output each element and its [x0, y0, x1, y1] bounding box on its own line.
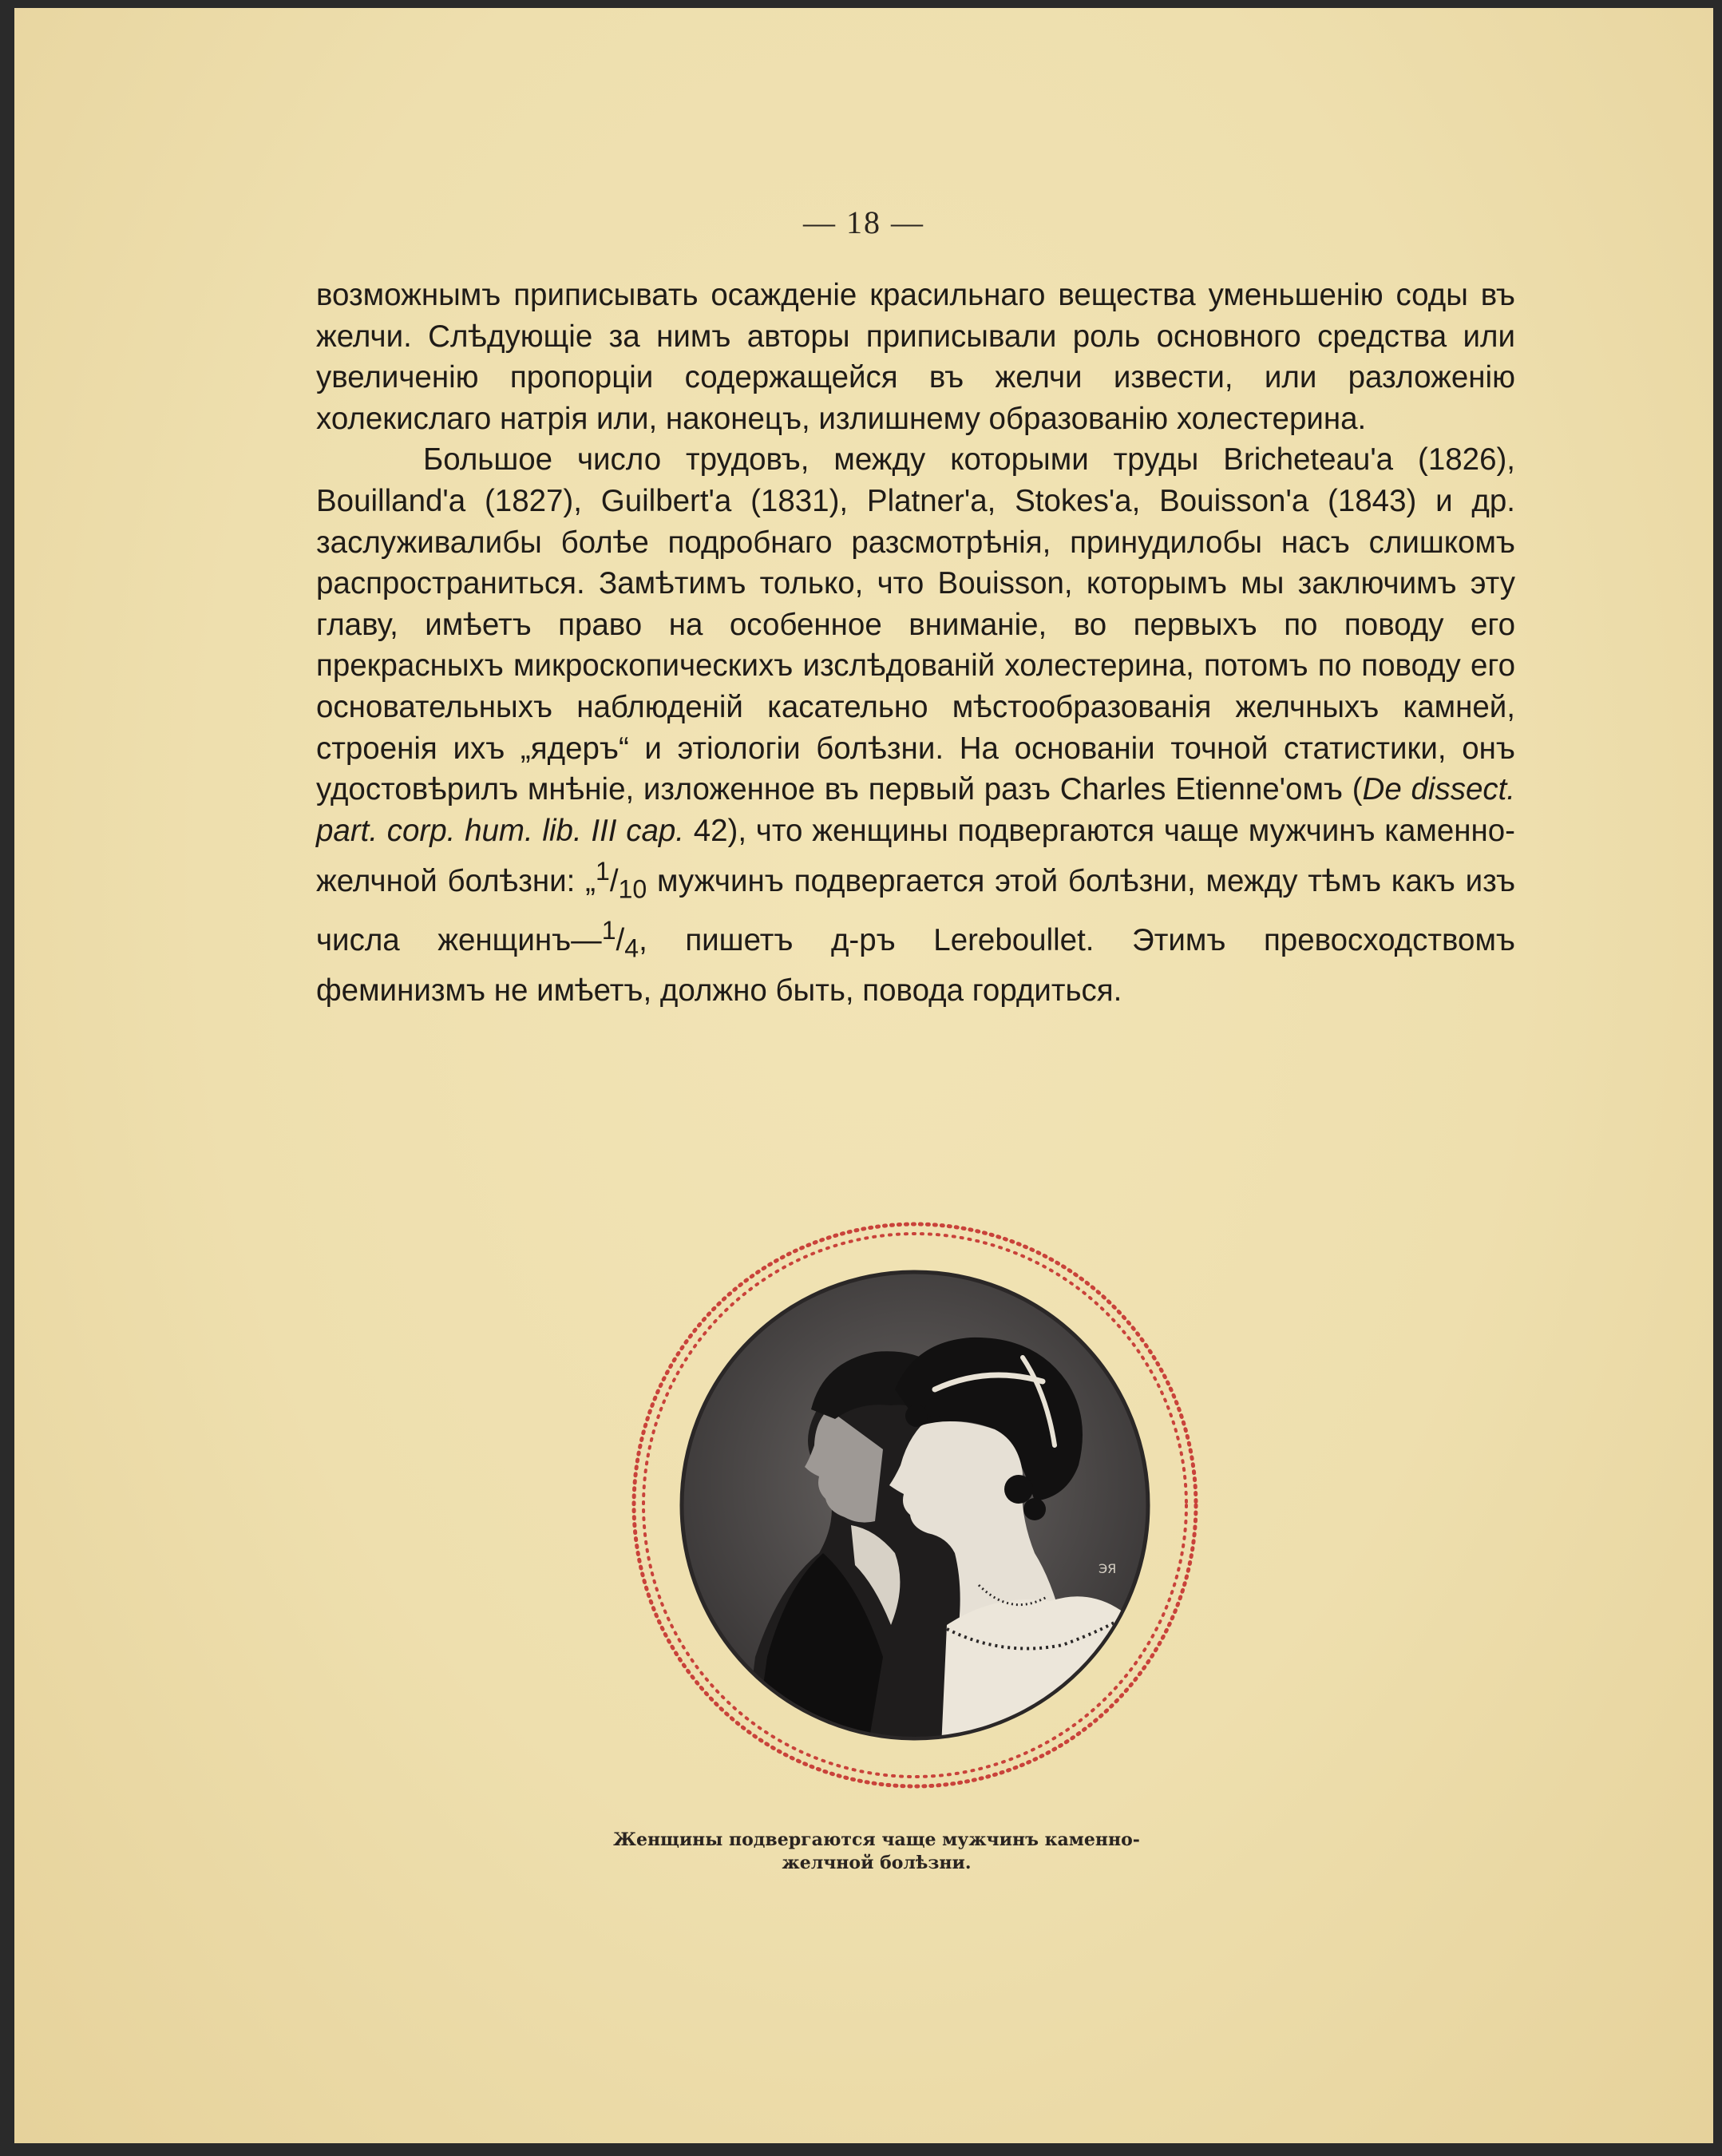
artist-mark: ЭЯ: [1099, 1561, 1117, 1576]
paragraph-2: Большое число трудовъ, между которыми труды Bricheteau'a (1826), Bouilland'a (1827), Guilbert'a (1831), Platner'a, Stokes'a, Bouisson'a (1843) и др. заслуживалибы болѣе подробнаго разсмотрѣнія, принудилобы насъ слишкомъ распространиться. Замѣтимъ только, что Bouisson, которымъ мы заключимъ эту главу, имѣетъ право на особенное вниманіе, во первыхъ по поводу его прекрасныхъ микроскопическихъ изслѣдованій холестерина, потомъ по поводу его основательныхъ наблюденій касательно мѣстообразованія желчныхъ камней, строенія ихъ „ядеръ“ и этіологіи болѣзни. На основаніи точной статистики, онъ удостовѣрилъ мнѣніе, изложенное въ первый разъ Charles Etienne'омъ (De dissect. part. corp. hum. lib. III cap. 42), что женщины подвергаются чаще мужчинъ каменно-желчной болѣзни: $„^1/_{10}$ мужчинъ подвергается этой болѣзни, между тѣмъ какъ изъ числа $женщинъ—^1/_4$, пишетъ д-ръ Lereboullet. Этимъ превосходствомъ феминизмъ не имѣетъ, должно быть, повода гордиться.: [316, 442, 1516, 1008]
page-number: — 18 —: [803, 204, 924, 240]
book-page: [14, 8, 1713, 2143]
illustration-medallion: [620, 1210, 1210, 1801]
fraction-2-denominator: 4: [624, 933, 639, 963]
paragraph-1: возможнымъ приписывать осажденіе красильнаго вещества уменьшенію соды въ желчи. Слѣдующіе за нимъ авторы приписывали роль основного средства или увеличенію пропорціи содержащейся въ желчи извести, или разложенію холекислаго натрія или, наконецъ, излишнему образованію холестерина.: [316, 278, 1515, 436]
paragraph-2-text-c: мужчинъ подвергается этой болѣзни, между тѣмъ какъ изъ числа женщинъ—: [316, 864, 1516, 958]
paragraph-2-text-a: Большое число трудовъ, между которыми труды Bricheteau'a (1826), Bouilland'a (1827), Guilbert'a (1831), Platner'a, Stokes'a, Bouisson'a (1843) и др. заслуживалибы болѣе подробнаго разсмотрѣнія, принудилобы насъ слишкомъ распространиться. Замѣтимъ только, что Bouisson, которымъ мы заключимъ эту главу, имѣетъ право на особенное вниманіе, во первыхъ по поводу его прекрасныхъ микроскопическихъ изслѣдованій холестерина, потомъ по поводу его основательныхъ наблюденій касательно мѣстообразованія желчныхъ камней, строенія ихъ „ядеръ“ и этіологіи болѣзни. На основаніи точной статистики, онъ удостовѣрилъ мнѣніе, изложенное въ первый разъ Charles Etienne'омъ (: [316, 442, 1515, 807]
fraction-1-denominator: 10: [618, 874, 647, 904]
caption-line-2: желчной болѣзни.: [782, 1853, 972, 1873]
citation-italic: De dissect. part. corp. hum. lib. III cap.: [316, 772, 1515, 848]
medallion-svg: [620, 1210, 1210, 1801]
hair-curl-1: [905, 1405, 928, 1427]
body-text: [316, 275, 1515, 1011]
caption-line-1: Женщины подвергаются чаще мужчинъ каменно-: [613, 1829, 1140, 1850]
hair-curl-3: [1004, 1475, 1033, 1504]
fraction-1-numerator: 1: [595, 857, 610, 886]
paragraph-2-text-d: , пишетъ д-ръ Lereboullet. Этимъ превосходствомъ феминизмъ не имѣетъ, должно быть, повода гордиться.: [316, 923, 1515, 1008]
paragraph-2-text-b: 42), что женщины подвергаются чаще мужчинъ каменно-желчной болѣзни: „: [316, 813, 1516, 899]
hair-curl-2: [925, 1398, 944, 1417]
figure-caption: [525, 1829, 1228, 1875]
fraction-2-numerator: 1: [601, 916, 616, 945]
hair-curl-4: [1023, 1498, 1046, 1520]
